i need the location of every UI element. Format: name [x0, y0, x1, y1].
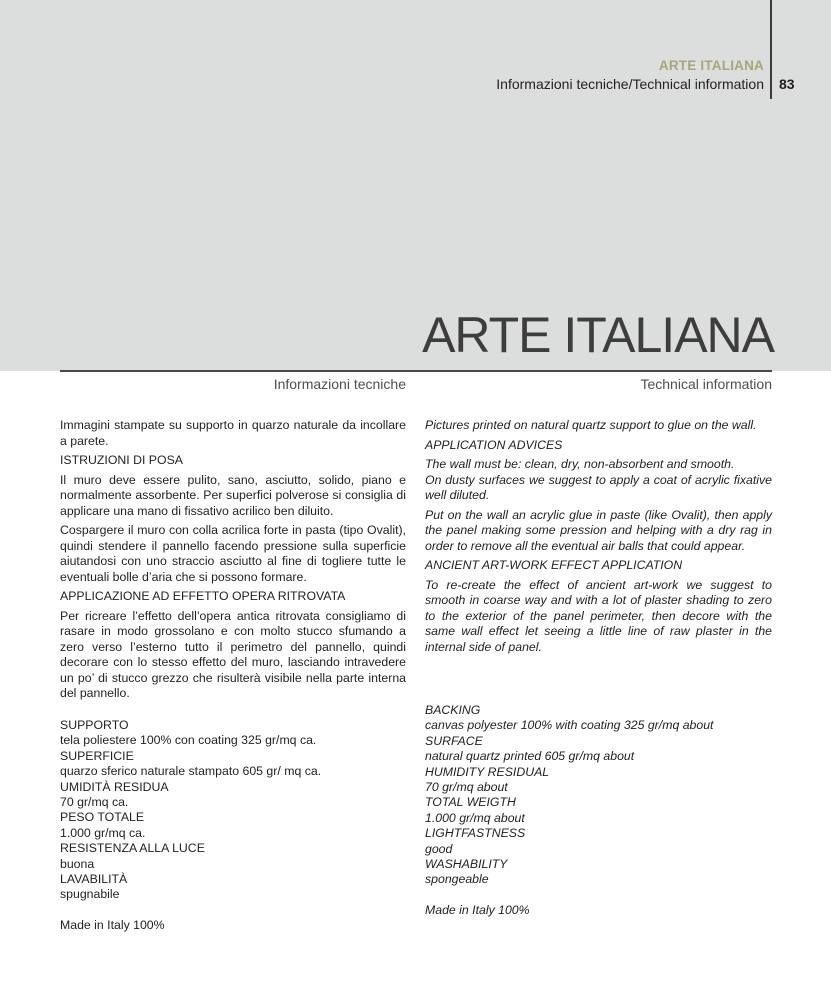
spec-label: RESISTENZA ALLA LUCE	[60, 841, 205, 856]
spec-value: canvas polyester 100% with coating 325 gr/mq about	[425, 718, 714, 733]
spec-label: TOTAL WEIGTH	[425, 795, 516, 810]
english-paragraph-dusty: On dusty surfaces we suggest to apply a coat of acrylic fixative well diluted.	[425, 472, 772, 502]
spec-value: buona	[60, 856, 95, 871]
italian-intro: Immagini stampate su supporto in quarzo naturale da incollare a parete.	[60, 418, 406, 448]
spec-value: spongeable	[425, 872, 489, 887]
spec-value: quarzo sferico naturale stampato 605 gr/ mq ca.	[60, 764, 322, 779]
english-spec-list	[425, 703, 713, 919]
italian-paragraph-wall: Il muro deve essere pulito, sano, asciutto, solido, piano e normalmente assorbente. Per superfici polverose si consiglia di applicare una mano di fissativo acrilico ben diluito.	[60, 472, 406, 518]
english-heading-advices: APPLICATION ADVICES	[425, 437, 563, 452]
spec-value: good	[425, 841, 453, 856]
english-paragraph-wall: The wall must be: clean, dry, non-absorbent and smooth.	[425, 457, 735, 471]
title-rule	[60, 370, 772, 372]
spacer	[425, 888, 713, 903]
spec-value: spugnabile	[60, 887, 120, 902]
made-in-italy-italian: Made in Italy 100%	[60, 918, 165, 933]
spec-value: 70 gr/mq ca.	[60, 795, 129, 810]
header-divider	[770, 0, 772, 99]
spec-value: 1.000 gr/mq about	[425, 810, 525, 825]
spec-value: natural quartz printed 605 gr/mq about	[425, 749, 635, 764]
english-intro: Pictures printed on natural quartz support to glue on the wall.	[425, 418, 757, 432]
italian-heading-effect: APPLICAZIONE AD EFFETTO OPERA RITROVATA	[60, 589, 346, 603]
spec-label: SURFACE	[425, 733, 483, 748]
italian-paragraph-glue: Cospargere il muro con colla acrilica forte in pasta (tipo Ovalit), quindi stendere il pannello facendo pressione sulla superficie aiutandosi con uno straccio asciutto al fine di togliere tutte le eventuali bolle d’aria che si possono formare.	[60, 523, 406, 584]
running-section-title: ARTE ITALIANA	[658, 58, 764, 73]
spacer	[60, 903, 321, 918]
spec-label: BACKING	[425, 703, 481, 717]
spec-value: tela poliestere 100% con coating 325 gr/mq ca.	[60, 733, 317, 748]
english-text-column	[425, 418, 772, 659]
english-heading-effect: ANCIENT ART-WORK EFFECT APPLICATION	[425, 558, 683, 572]
italian-heading-posa: ISTRUZIONI DI POSA	[60, 453, 183, 467]
spec-label: SUPPORTO	[60, 718, 129, 732]
italian-text-column	[60, 418, 406, 706]
spec-label: SUPERFICIE	[60, 748, 134, 763]
spec-value: 70 gr/mq about	[425, 780, 508, 795]
english-paragraph-glue: Put on the wall an acrylic glue in paste (like Ovalit), then apply the panel making some pression and helping with a dry rag in order to remove all the eventual air balls that could appear.	[425, 507, 772, 553]
page-number: 83	[779, 76, 795, 92]
page-title: ARTE ITALIANA	[422, 307, 774, 363]
spec-label: WASHABILITY	[425, 857, 508, 872]
running-subtitle: Informazioni tecniche/Technical information	[496, 76, 764, 92]
italian-column-heading: Informazioni tecniche	[273, 376, 406, 392]
spec-label: LAVABILITÀ	[60, 872, 128, 887]
spec-label: UMIDITÀ RESIDUA	[60, 779, 169, 794]
english-column-heading: Technical information	[640, 376, 772, 392]
italian-paragraph-effect: Per ricreare l’effetto dell’opera antica ritrovata consigliamo di rasare in modo grossolano e con molto stucco sfumando a zero verso l’esterno tutto il perimetro del pannello, quindi decorare con lo stesso effetto del muro, lasciando intravedere un po’ di stucco grezzo che risulterà visibile nella parte interna del pannello.	[60, 608, 406, 700]
italian-spec-list	[60, 718, 321, 934]
spec-value: 1.000 gr/mq ca.	[60, 825, 146, 840]
spec-label: PESO TOTALE	[60, 810, 145, 825]
made-in-italy-english: Made in Italy 100%	[425, 903, 530, 918]
spec-label: HUMIDITY RESIDUAL	[425, 764, 550, 779]
spec-label: LIGHTFASTNESS	[425, 826, 526, 841]
english-paragraph-effect: To re-create the effect of ancient art-work we suggest to smooth in coarse way and with a lot of plaster shading to zero to the exterior of the panel perimeter, then decore with the same wall effect let seeing a little line of raw plaster in the internal side of panel.	[425, 577, 772, 654]
